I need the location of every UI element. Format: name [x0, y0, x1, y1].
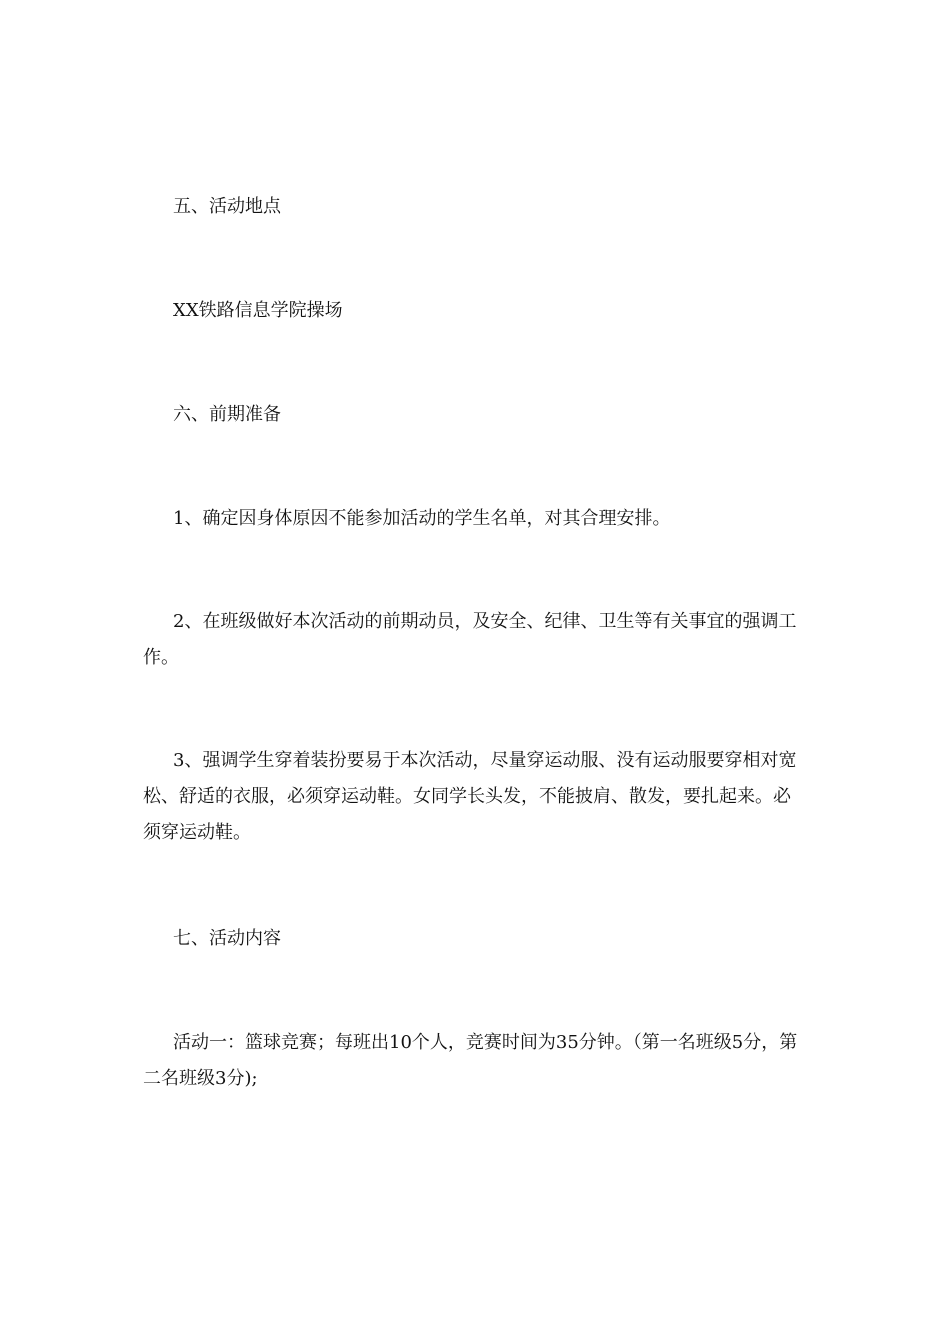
- preparation-item-1: 1、确定因身体原因不能参加活动的学生名单，对其合理安排。: [173, 508, 671, 529]
- section-heading-content: 七、活动内容: [173, 928, 281, 949]
- section-heading-preparation: 六、前期准备: [173, 404, 281, 425]
- section-heading-location: 五、活动地点: [173, 196, 281, 217]
- preparation-item-3: 3、强调学生穿着装扮要易于本次活动，尽量穿运动服、没有运动服要穿相对宽松、舒适的衣服，必须穿运动鞋。女同学长头发，不能披肩、散发，要扎起来。必须穿运动鞋。: [143, 750, 797, 843]
- preparation-item-2: 2、在班级做好本次活动的前期动员，及安全、纪律、卫生等有关事宜的强调工作。: [143, 611, 797, 668]
- location-text: XX铁路信息学院操场: [173, 300, 343, 321]
- activity-item-1: 活动一：篮球竞赛；每班出10个人，竞赛时间为35分钟。（第一名班级5分，第二名班级3分);: [143, 1032, 798, 1089]
